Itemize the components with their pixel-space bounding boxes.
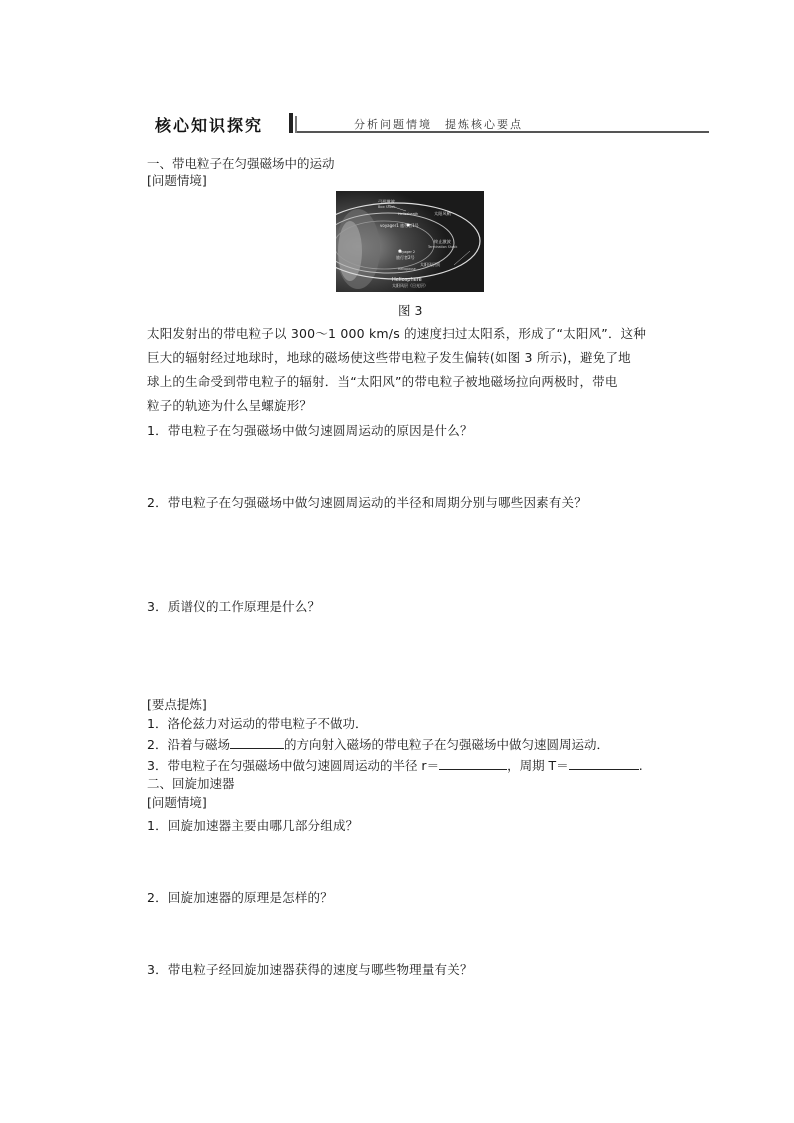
intro-line-2: 巨大的辐射经过地球时，地球的磁场使这些带电粒子发生偏转(如图 3 所示)，避免了地	[147, 350, 631, 365]
label-termination-en: Termination Shock	[428, 245, 458, 249]
label-heliosheath: Heliosheath	[398, 212, 419, 216]
intro-line-4: 粒子的轨迹为什么呈螺旋形？	[147, 398, 313, 413]
section2-problem-label: [问题情境]	[147, 795, 207, 810]
key-point-3-mid: ，周期 T＝	[507, 758, 569, 773]
key-points-label: [要点提炼]	[147, 697, 207, 712]
section1-problem-label: [问题情境]	[147, 173, 207, 188]
s2-question-3: 3．带电粒子经回旋加速器获得的速度与哪些物理量有关？	[147, 962, 473, 977]
label-bow-shock-en: Bow Shock	[378, 205, 396, 209]
section2-heading: 二、回旋加速器	[147, 776, 235, 791]
heliosphere-diagram	[336, 191, 484, 292]
label-voyager2-en: Voyager 2	[398, 250, 416, 254]
s2-question-1: 1．回旋加速器主要由哪几部分组成？	[147, 818, 359, 833]
blank-direction[interactable]	[230, 736, 284, 749]
solar-wind-figure	[336, 191, 484, 292]
key-point-2-before: 2．沿着与磁场	[147, 737, 230, 752]
banner-divider-thick	[289, 113, 293, 133]
section-banner	[147, 113, 709, 135]
key-point-2-after: 的方向射入磁场的带电粒子在匀强磁场中做匀速圆周运动．	[283, 737, 609, 752]
intro-line-1: 太阳发射出的带电粒子以 300～1 000 km/s 的速度扫过太阳系，形成了“太阳风”．这种	[147, 326, 647, 341]
key-point-3	[147, 757, 643, 774]
label-heliosphere-en: Heliosphere	[392, 277, 422, 283]
label-termination-cn: 终止激波	[434, 239, 451, 244]
blank-period[interactable]	[569, 757, 639, 770]
s2-question-2: 2．回旋加速器的原理是怎样的？	[147, 890, 333, 905]
label-voyager2-cn: 旅行者2号	[396, 255, 415, 260]
section1-heading: 一、带电粒子在匀强磁场中的运动	[147, 156, 335, 171]
key-point-2	[147, 736, 609, 753]
key-point-3-before: 3．带电粒子在匀强磁场中做匀速圆周运动的半径 r＝	[147, 758, 440, 773]
banner-subtitle: 分析问题情境 提炼核心要点	[354, 118, 523, 131]
figure-caption: 图 3	[398, 303, 423, 318]
blank-radius[interactable]	[439, 757, 507, 770]
label-bow-shock-cn: 弓形激波	[378, 199, 395, 204]
label-solar-wind-sheath: 太阳风鞘	[434, 211, 451, 216]
label-voyager1: voyager1 旅行者1号	[380, 223, 419, 228]
key-point-1: 1．洛伦兹力对运动的带电粒子不做功．	[147, 716, 368, 731]
s1-question-1: 1．带电粒子在匀强磁场中做匀速圆周运动的原因是什么？	[147, 423, 473, 438]
intro-line-3: 球上的生命受到带电粒子的辐射．当“太阳风”的带电粒子被地磁场拉向两极时，带电	[147, 374, 618, 389]
label-heliosphere-cn: 太阳风层（日光层）	[392, 283, 428, 288]
key-point-3-after: .	[638, 758, 643, 773]
label-heliopause-en: Heliopause	[398, 267, 416, 271]
s1-question-3: 3．质谱仪的工作原理是什么？	[147, 599, 321, 614]
s1-question-2: 2．带电粒子在匀强磁场中做匀速圆周运动的半径和周期分别与哪些因素有关？	[147, 495, 587, 510]
label-heliopause-cn: 太阳风层顶	[420, 262, 440, 267]
banner-title: 核心知识探究	[155, 116, 264, 135]
